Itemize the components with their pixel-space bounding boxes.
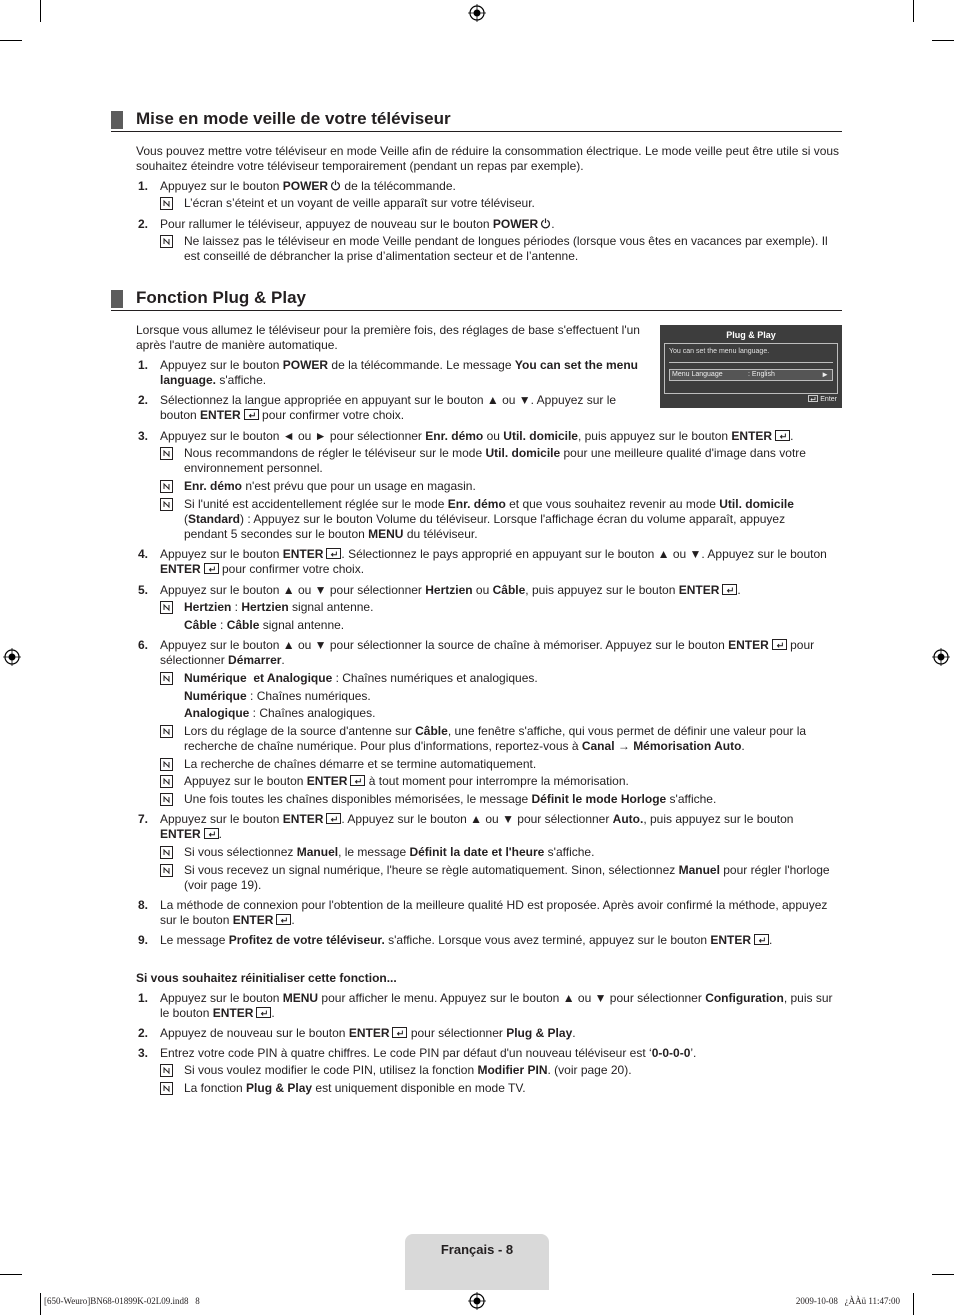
- print-slug-left: [650-Weuro]BN68-01899K-02L09.ind8 8: [44, 1296, 200, 1306]
- step-number: 8.: [138, 898, 149, 912]
- note-text: Analogique : Chaînes analogiques.: [184, 706, 376, 720]
- note-text: Numérique et Analogique : Chaînes numériques et analogiques.: [184, 671, 538, 685]
- enter-icon: [204, 828, 219, 839]
- note-text: Si vous recevez un signal numérique, l'heure se règle automatiquement. Sinon, sélectionnez Manuel pour régler l'horloge (voir page 19).: [184, 863, 830, 892]
- osd-message: You can set the menu language.: [669, 348, 770, 355]
- crop-mark: [913, 0, 914, 22]
- note-icon: [160, 601, 173, 614]
- note-icon: [160, 725, 173, 738]
- osd-panel: [664, 343, 838, 394]
- registration-mark-icon: [468, 4, 486, 22]
- crop-mark: [932, 1274, 954, 1275]
- note-text: Lors du réglage de la source d'antenne sur Câble, une fenêtre s'affiche, qui vous permet de définir une valeur pour la recherche de chaîne numérique. Pour plus d'informations, reportez-vous à Canal → Mémorisation Auto.: [184, 724, 807, 753]
- note-text: La recherche de chaînes démarre et se termine automatiquement.: [184, 757, 537, 771]
- step-text: Appuyez sur le bouton POWER de la télécommande.: [160, 179, 456, 193]
- registration-mark-icon: [3, 648, 21, 666]
- step-number: 1.: [138, 991, 149, 1005]
- step-text: Appuyez sur le bouton ◄ ou ► pour sélectionner Enr. démo ou Util. domicile, puis appuyez sur le bouton ENTER .: [160, 429, 794, 443]
- step-number: 6.: [138, 638, 149, 652]
- note-text: Ne laissez pas le téléviseur en mode Veille pendant de longues périodes (lorsque vous êtes en vacances par exemple). Il est conseillé de débrancher la prise d’alimentation secteur et de l’antenne.: [184, 234, 828, 263]
- page-footer-tab: [405, 1234, 549, 1290]
- osd-menu-language-row[interactable]: [669, 369, 833, 381]
- note-text: Si vous sélectionnez Manuel, le message Définit la date et l'heure s'affiche.: [184, 845, 595, 859]
- note-icon: [160, 846, 173, 859]
- enter-icon: [350, 775, 365, 786]
- enter-icon: [754, 934, 769, 945]
- step-text: Appuyez sur le bouton ENTER . Appuyez sur le bouton ▲ ou ▼ pour sélectionner Auto., puis appuyez sur le bouton ENTER .: [160, 812, 794, 841]
- crop-mark: [913, 1293, 914, 1315]
- step-text: La méthode de connexion pour l'obtention de la meilleure qualité HD est proposée. Après avoir confirmé la méthode, appuyez sur le bouton ENTER .: [160, 898, 828, 927]
- step-text: Pour rallumer le téléviseur, appuyez de nouveau sur le bouton POWER .: [160, 217, 555, 231]
- step-text: Entrez votre code PIN à quatre chiffres. Le code PIN par défaut d'un nouveau téléviseur est ‘0-0-0-0’.: [160, 1046, 697, 1060]
- note-text: Une fois toutes les chaînes disponibles mémorisées, le message Définit le mode Horloge s'affiche.: [184, 792, 717, 806]
- note-text: Numérique : Chaînes numériques.: [184, 689, 371, 703]
- note-icon: [160, 775, 173, 788]
- enter-icon: [392, 1027, 407, 1038]
- crop-mark: [932, 40, 954, 41]
- enter-icon: [808, 395, 818, 402]
- step-number: 3.: [138, 429, 149, 443]
- heading-bar: [111, 111, 123, 129]
- registration-mark-icon: [932, 648, 950, 666]
- heading-bar: [111, 290, 123, 308]
- reset-subtitle: Si vous souhaitez réinitialiser cette fonction...: [136, 971, 397, 985]
- crop-mark: [0, 40, 22, 41]
- step-text: Appuyez sur le bouton ENTER . Sélectionnez le pays approprié en appuyant sur le bouton ▲ ou ▼. Appuyez sur le bouton ENTER pour confirmer votre choix.: [160, 547, 827, 576]
- note-text: Appuyez sur le bouton ENTER à tout moment pour interrompre la mémorisation.: [184, 774, 629, 788]
- enter-icon: [326, 548, 341, 559]
- crop-mark: [40, 0, 41, 22]
- step-number: 2.: [138, 217, 149, 231]
- step-text: Sélectionnez la langue appropriée en appuyant sur le bouton ▲ ou ▼. Appuyez sur le bouton ENTER pour confirmer votre choix.: [160, 393, 617, 422]
- note-icon: [160, 498, 173, 511]
- osd-screen: [660, 325, 842, 408]
- osd-title: Plug & Play: [726, 330, 776, 340]
- enter-icon: [244, 409, 259, 420]
- enter-icon: [276, 914, 291, 925]
- registration-mark-icon: [468, 1292, 486, 1310]
- crop-mark: [40, 1293, 41, 1315]
- section-title: Mise en mode veille de votre téléviseur: [136, 109, 451, 128]
- step-text: Le message Profitez de votre téléviseur. s'affiche. Lorsque vous avez terminé, appuyez sur le bouton ENTER .: [160, 933, 773, 947]
- note-text: Câble : Câble signal antenne.: [184, 618, 345, 632]
- note-icon: [160, 447, 173, 460]
- section-heading: [111, 109, 842, 132]
- note-text: Enr. démo n'est prévu que pour un usage en magasin.: [184, 479, 476, 493]
- step-number: 1.: [138, 358, 149, 372]
- note-icon: [160, 235, 173, 248]
- note-icon: [160, 197, 173, 210]
- enter-icon: [772, 639, 787, 650]
- step-number: 1.: [138, 179, 149, 193]
- power-icon: [540, 218, 551, 229]
- note-text: Nous recommandons de régler le téléviseur sur le mode Util. domicile pour une meilleure qualité d'image dans votre environnement personnel.: [184, 446, 806, 475]
- note-text: La fonction Plug & Play est uniquement disponible en mode TV.: [184, 1081, 526, 1095]
- note-icon: [160, 672, 173, 685]
- step-number: 5.: [138, 583, 149, 597]
- section-title: Fonction Plug & Play: [136, 288, 307, 307]
- step-number: 2.: [138, 1026, 149, 1040]
- intro-paragraph: Lorsque vous allumez le téléviseur pour la première fois, des réglages de base s'effectuent l'un après l'autre de manière automatique.: [136, 323, 640, 352]
- note-icon: [160, 1082, 173, 1095]
- osd-divider: [669, 362, 833, 363]
- note-text: Si vous voulez modifier le code PIN, utilisez la fonction Modifier PIN. (voir page 20).: [184, 1063, 632, 1077]
- enter-icon: [326, 813, 341, 824]
- step-text: Appuyez sur le bouton ▲ ou ▼ pour sélectionner la source de chaîne à mémoriser. Appuyez sur le bouton ENTER pour sélectionner Démarrer.: [160, 638, 815, 667]
- step-text: Appuyez sur le bouton POWER de la télécommande. Le message You can set the menu language. s'affiche.: [160, 358, 639, 387]
- enter-icon: [204, 563, 219, 574]
- osd-row-label: Menu Language: [672, 371, 723, 378]
- note-text: Hertzien : Hertzien signal antenne.: [184, 600, 374, 614]
- step-number: 7.: [138, 812, 149, 826]
- power-icon: [330, 180, 341, 191]
- step-text: Appuyez sur le bouton MENU pour afficher le menu. Appuyez sur le bouton ▲ ou ▼ pour sélectionner Configuration, puis sur le bouton ENTER .: [160, 991, 833, 1020]
- enter-icon: [722, 584, 737, 595]
- step-text: Appuyez sur le bouton ▲ ou ▼ pour sélectionner Hertzien ou Câble, puis appuyez sur le bouton ENTER .: [160, 583, 741, 597]
- osd-row-value: : English: [748, 371, 775, 378]
- note-icon: [160, 864, 173, 877]
- enter-icon: [256, 1007, 271, 1018]
- section-heading: [111, 288, 842, 311]
- enter-icon: [775, 430, 790, 441]
- step-number: 4.: [138, 547, 149, 561]
- intro-paragraph: Vous pouvez mettre votre téléviseur en mode Veille afin de réduire la consommation électrique. Le mode veille peut être utile si vous souhaitez éteindre votre téléviseur temporairement (pendant un repas par exemple).: [136, 144, 840, 173]
- note-text: L’écran s’éteint et un voyant de veille apparaît sur votre téléviseur.: [184, 196, 535, 210]
- note-icon: [160, 480, 173, 493]
- step-number: 3.: [138, 1046, 149, 1060]
- step-number: 9.: [138, 933, 149, 947]
- note-icon: [160, 793, 173, 806]
- note-icon: [160, 1064, 173, 1077]
- page-number: Français - 8: [440, 1242, 514, 1257]
- arrow-right-icon: ►: [821, 370, 829, 379]
- crop-mark: [0, 1274, 22, 1275]
- note-icon: [160, 758, 173, 771]
- note-text: Si l'unité est accidentellement réglée sur le mode Enr. démo et que vous souhaitez revenir au mode Util. domicile (Standard) : Appuyez sur le bouton Volume du téléviseur. Lorsque l'affichage écran du volume apparaît, appuyez pendant 5 secondes sur le bouton MENU du téléviseur.: [184, 497, 794, 541]
- step-text: Appuyez de nouveau sur le bouton ENTER pour sélectionner Plug & Play.: [160, 1026, 576, 1040]
- print-slug-right: 2009-10-08 ¿ÀÀü 11:47:00: [795, 1296, 900, 1306]
- osd-footer: Enter: [808, 395, 837, 403]
- step-number: 2.: [138, 393, 149, 407]
